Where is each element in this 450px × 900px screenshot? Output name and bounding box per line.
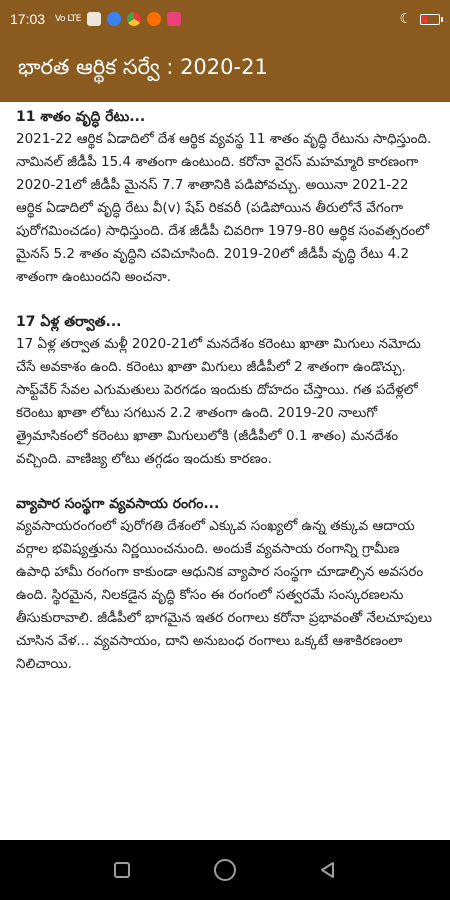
moon-icon: ☾ xyxy=(399,11,412,27)
section-current-account xyxy=(16,311,436,471)
network-indicator: Vo LTE xyxy=(55,13,81,24)
home-button[interactable] xyxy=(210,855,240,885)
section-body: వ్యవసాయరంగంలో పురోగతి దేశంలో ఎక్కువ సంఖ్యలో ఉన్న తక్కువ ఆదాయ వర్గాల భవిష్యత్తును నిర్ణయించనుంది. అందుకే వ్యవసాయ రంగాన్ని గ్రామీణ ఉపాధి హామీ రంగంగా కాకుండా ఆధునిక వ్యాపార సంస్థగా చూడాల్సిన అవసరం ఉంది. స్థిరమైన, నిలకడైన వృద్ధి కోసం ఈ రంగంలో సత్వరమే సంస్కరణలను తీసుకురావాలి. జీడీపీలో భాగమైన ఇతర రంగాలు కరోనా ప్రభావంతో నేలచూపులు చూసిన వేళ... వ్యవసాయం, దాని అనుబంధ రంగాలు ఒక్కటే ఆశాకిరణంలా నిలిచాయి. xyxy=(16,518,433,672)
app-icon xyxy=(147,12,161,26)
section-title: 17 ఏళ్ల తర్వాత... xyxy=(16,314,122,330)
battery-icon xyxy=(420,14,440,25)
section-agriculture xyxy=(16,493,436,676)
messages-icon xyxy=(167,12,181,26)
notification-icon xyxy=(87,12,101,26)
status-right xyxy=(399,11,440,27)
photos-icon xyxy=(107,12,121,26)
article-content[interactable] xyxy=(0,102,450,840)
navigation-bar xyxy=(0,840,450,900)
chrome-icon xyxy=(127,12,141,26)
home-icon xyxy=(213,858,237,882)
section-body: 2021-22 ఆర్థిక ఏడాదిలో దేశ ఆర్థిక వ్యవస్థ 11 శాతం వృద్ధి రేటును సాధిస్తుంది. నామినల్ జీడీపీ 15.4 శాతంగా ఉంటుంది. కరోనా వైరస్ మహమ్మారి కారణంగా 2020-21లో జీడీపీ మైనస్ 7.7 శాతానికి పడిపోవచ్చు. అయినా 2021-22 ఆర్థిక ఏడాదిలో వృద్ధి రేటు వీ(v) షేప్ రికవరీ (పడిపోయిన తీరులోనే వేగంగా పురోగమించడం) సాధిస్తుంది. దేశ జీడీపీ చివరిగా 1979-80 ఆర్థిక సంవత్సరంలో మైనస్ 5.2 శాతం వృద్ధిని చవిచూసింది. 2019-20లో జీడీపీ వృద్ధి రేటు 4.2 శాతంగా ఉంటుందని అంచనా. xyxy=(16,131,432,285)
back-icon xyxy=(318,860,338,880)
section-title: 11 శాతం వృద్ధి రేటు... xyxy=(16,109,146,125)
recents-button[interactable] xyxy=(107,855,137,885)
app-bar xyxy=(0,38,450,102)
section-body: 17 ఏళ్ల తర్వాత మళ్లీ 2020-21లో మనదేశం కరెంటు ఖాతా మిగులు నమోదు చేసే అవకాశం ఉంది. కరెంటు ఖాతా మిగులు జీడీపీలో 2 శాతంగా ఉండొచ్చు. సాఫ్ట్‌వేర్ సేవల ఎగుమతులు పెరగడం ఇందుకు దోహదం చేస్తాయి. గత పదేళ్లలో కరెంటు ఖాతా లోటు సగటున 2.2 శాతంగా ఉంది. 2019-20 నాలుగో త్రైమాసికంలో కరెంటు ఖాతా మిగులులోకి (జీడీపీలో 0.1 శాతం) మనదేశం వచ్చింది. వాణిజ్య లోటు తగ్గడం ఇందుకు కారణం. xyxy=(16,336,421,467)
status-time: 17:03 xyxy=(10,11,46,27)
page-title: భారత ఆర్థిక సర్వే : 2020-21 xyxy=(18,55,268,79)
section-title: వ్యాపార సంస్థగా వ్యవసాయ రంగం... xyxy=(16,496,220,512)
back-button[interactable] xyxy=(313,855,343,885)
section-growth-rate xyxy=(16,106,436,289)
status-left xyxy=(10,11,181,27)
status-bar xyxy=(0,0,450,38)
recents-icon xyxy=(112,860,132,880)
